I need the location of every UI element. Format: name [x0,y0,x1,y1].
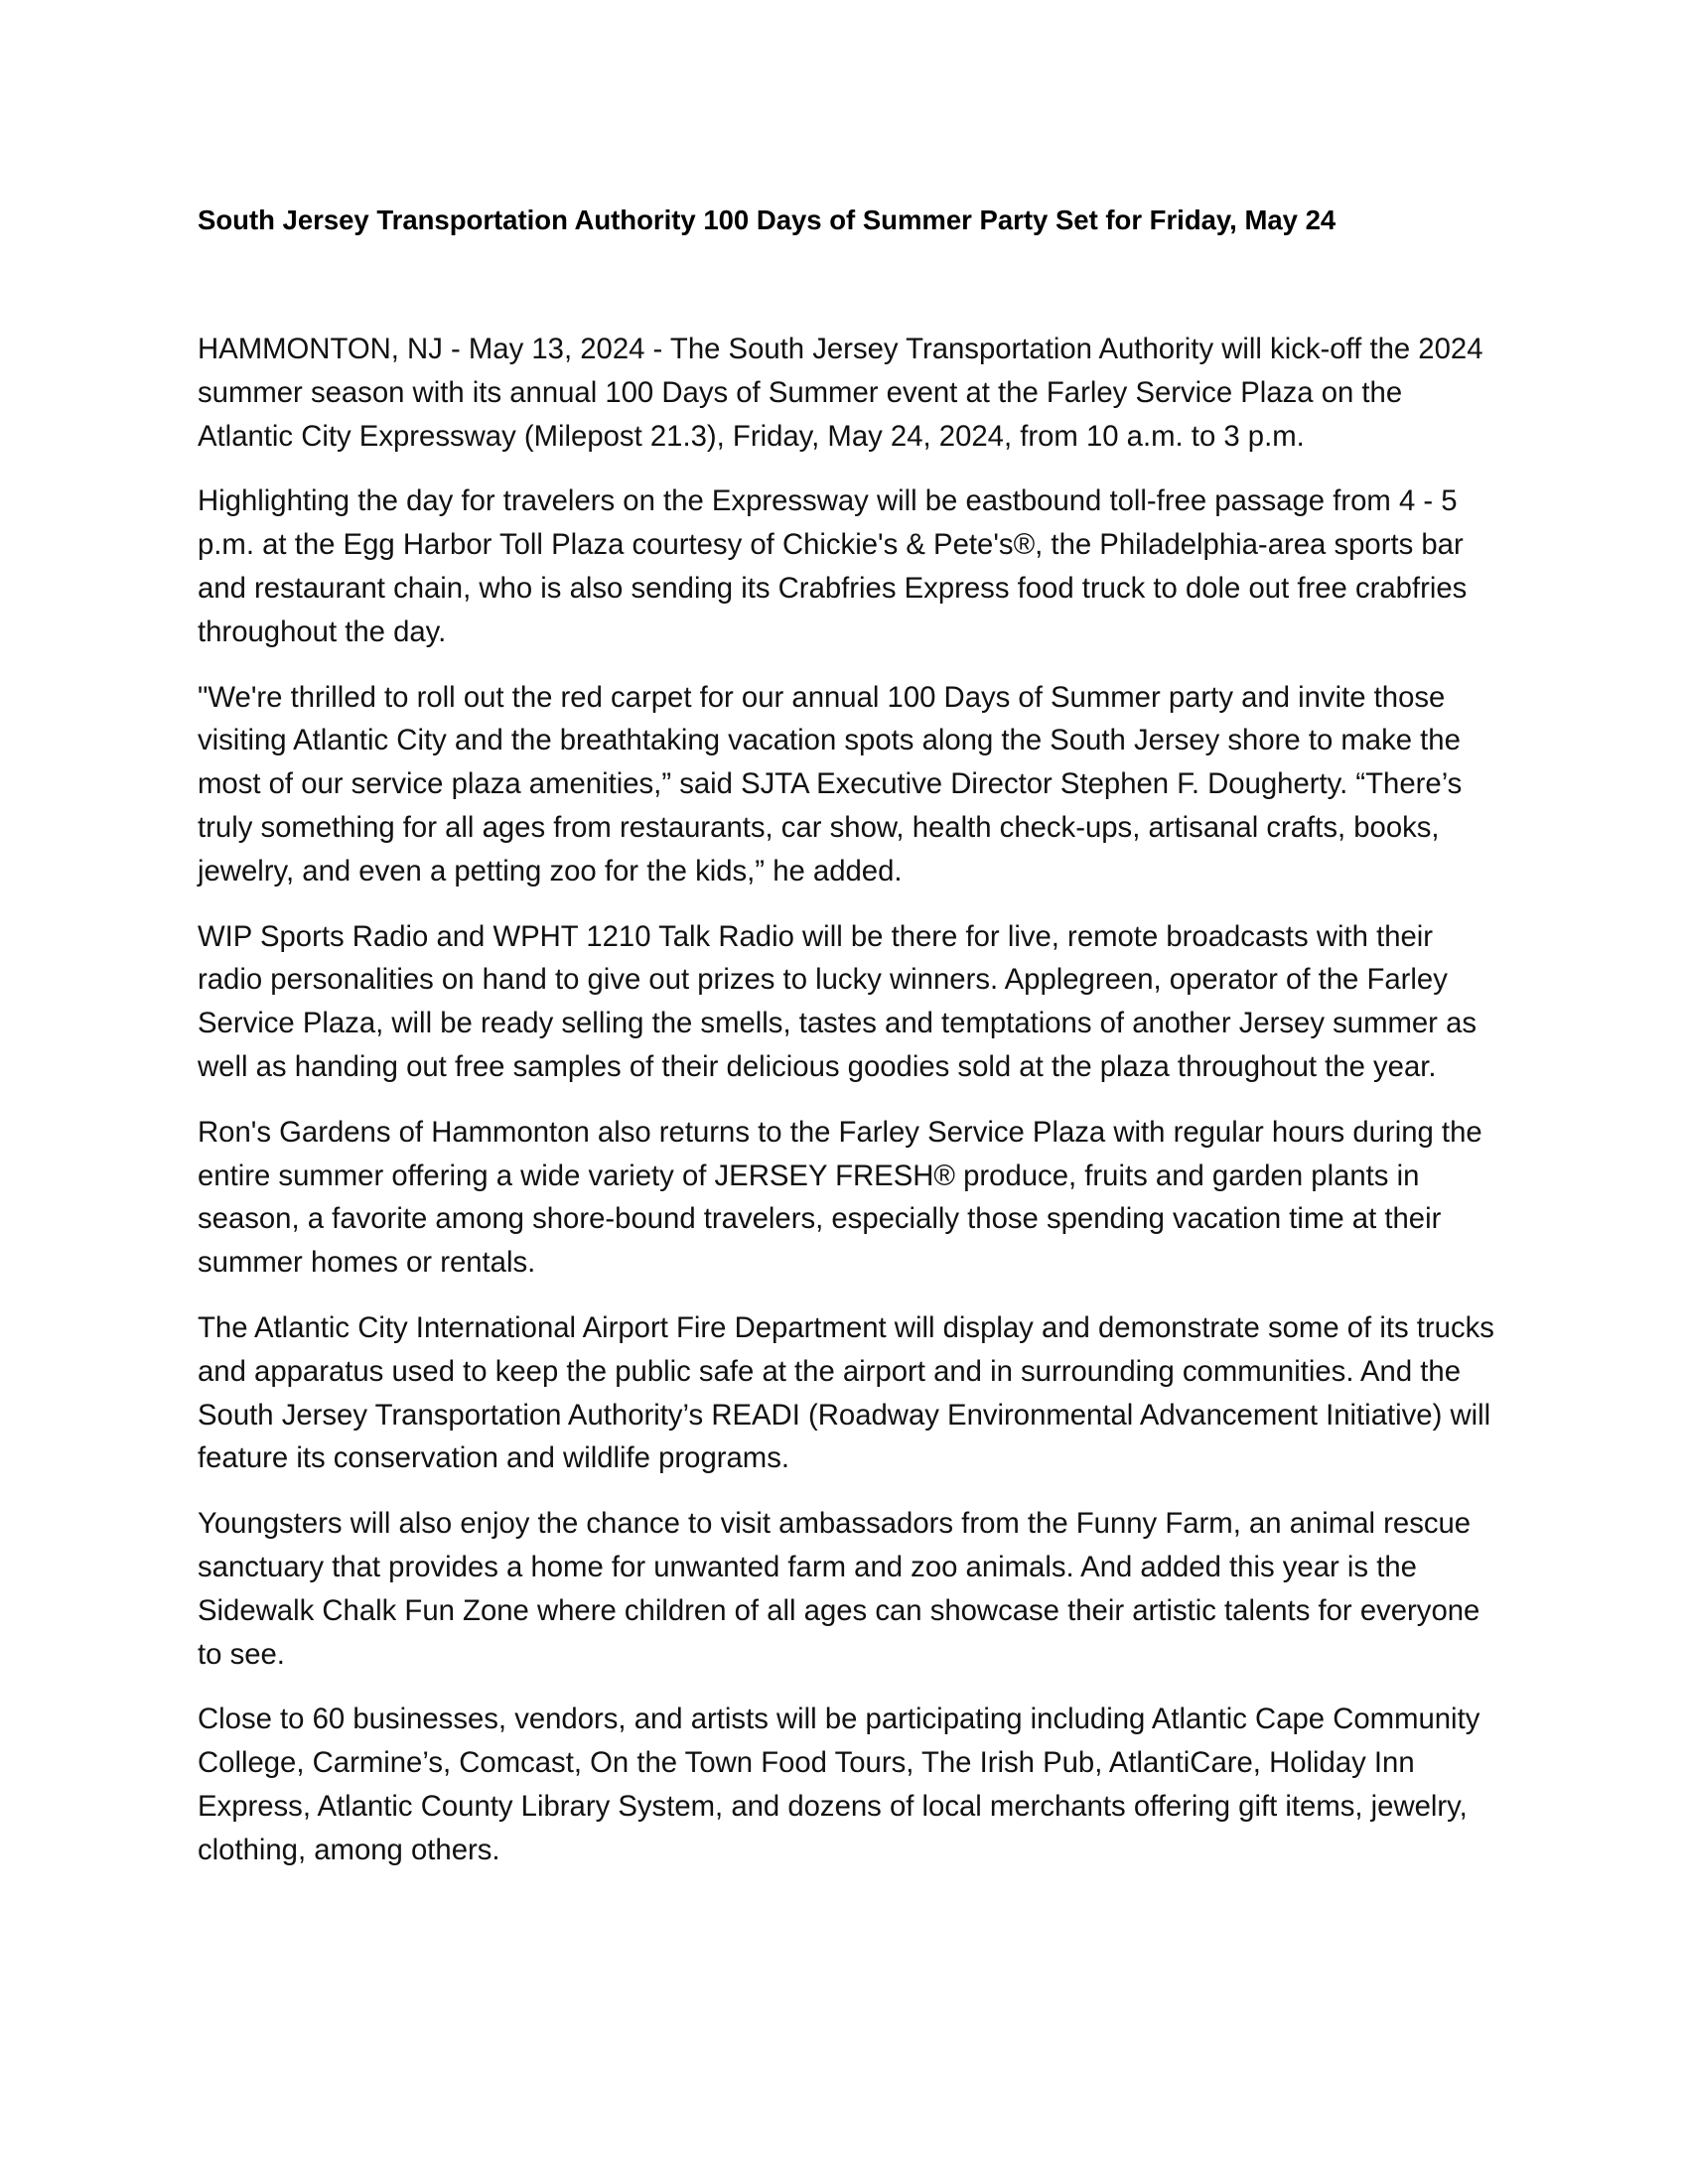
paragraph-businesses: Close to 60 businesses, vendors, and artists will be participating including Atlantic Cape Community College, Carmine’s, Comcast, On the Town Food Tours, The Irish Pub, AtlantiCare, Holiday Inn Express, Atlantic County Library System, and dozens of local merchants offering gift items, jewelry, clothing, among others. [198,1703,1480,1866]
paragraph-dateline: HAMMONTON, NJ - May 13, 2024 - The South Jersey Transportation Authority will kick-off the 2024 summer season with its annual 100 Days of Summer event at the Farley Service Plaza on the Atlantic City Expressway (Milepost 21.3), Friday, May 24, 2024, from 10 a.m. to 3 p.m. [198,333,1483,453]
paragraph-radio: WIP Sports Radio and WPHT 1210 Talk Radio will be there for live, remote broadcasts with their radio personalities on hand to give out prizes to lucky winners. Applegreen, operator of the Farley Service Plaza, will be ready selling the smells, tastes and temptations of another Jersey summer as well as handing out free samples of their delicious goodies sold at the plaza throughout the year. [198,919,1477,1083]
paragraph-fire-department: The Atlantic City International Airport Fire Department will display and demonstrate some of its trucks and apparatus used to keep the public safe at the airport and in surrounding communities. And the South Jersey Transportation Authority’s READI (Roadway Environmental Advancement Initiative) will feature its conservation and wildlife programs. [198,1310,1494,1475]
paragraph-quote: "We're thrilled to roll out the red carpet for our annual 100 Days of Summer party and invite those visiting Atlantic City and the breathtaking vacation spots along the South Jersey shore to make the most of our service plaza amenities,” said SJTA Executive Director Stephen F. Dougherty. “There’s truly something for all ages from restaurants, car show, health check-ups, artisanal crafts, books, jewelry, and even a petting zoo for the kids,” he added. [198,680,1463,887]
paragraph-gardens: Ron's Gardens of Hammonton also returns to the Farley Service Plaza with regular hours during the entire summer offering a wide variety of JERSEY FRESH® produce, fruits and garden plants in season, a favorite among shore-bound travelers, especially those spending vacation time at their summer homes or rentals. [198,1115,1482,1280]
document-title: South Jersey Transportation Authority 100 Days of Summer Party Set for Friday, May 24 [198,205,1336,235]
paragraph-youngsters: Youngsters will also enjoy the chance to visit ambassadors from the Funny Farm, an animal rescue sanctuary that provides a home for unwanted farm and zoo animals. And added this year is the Sidewalk Chalk Fun Zone where children of all ages can showcase their artistic talents for everyone to see. [198,1507,1480,1671]
document-body [198,328,1500,1894]
paragraph-toll-free: Highlighting the day for travelers on the Expressway will be eastbound toll-free passage from 4 - 5 p.m. at the Egg Harbor Toll Plaza courtesy of Chickie's & Pete's®, the Philadelphia-area sports bar and restaurant chain, who is also sending its Crabfries Express food truck to dole out free crabfries throughout the day. [198,484,1468,648]
